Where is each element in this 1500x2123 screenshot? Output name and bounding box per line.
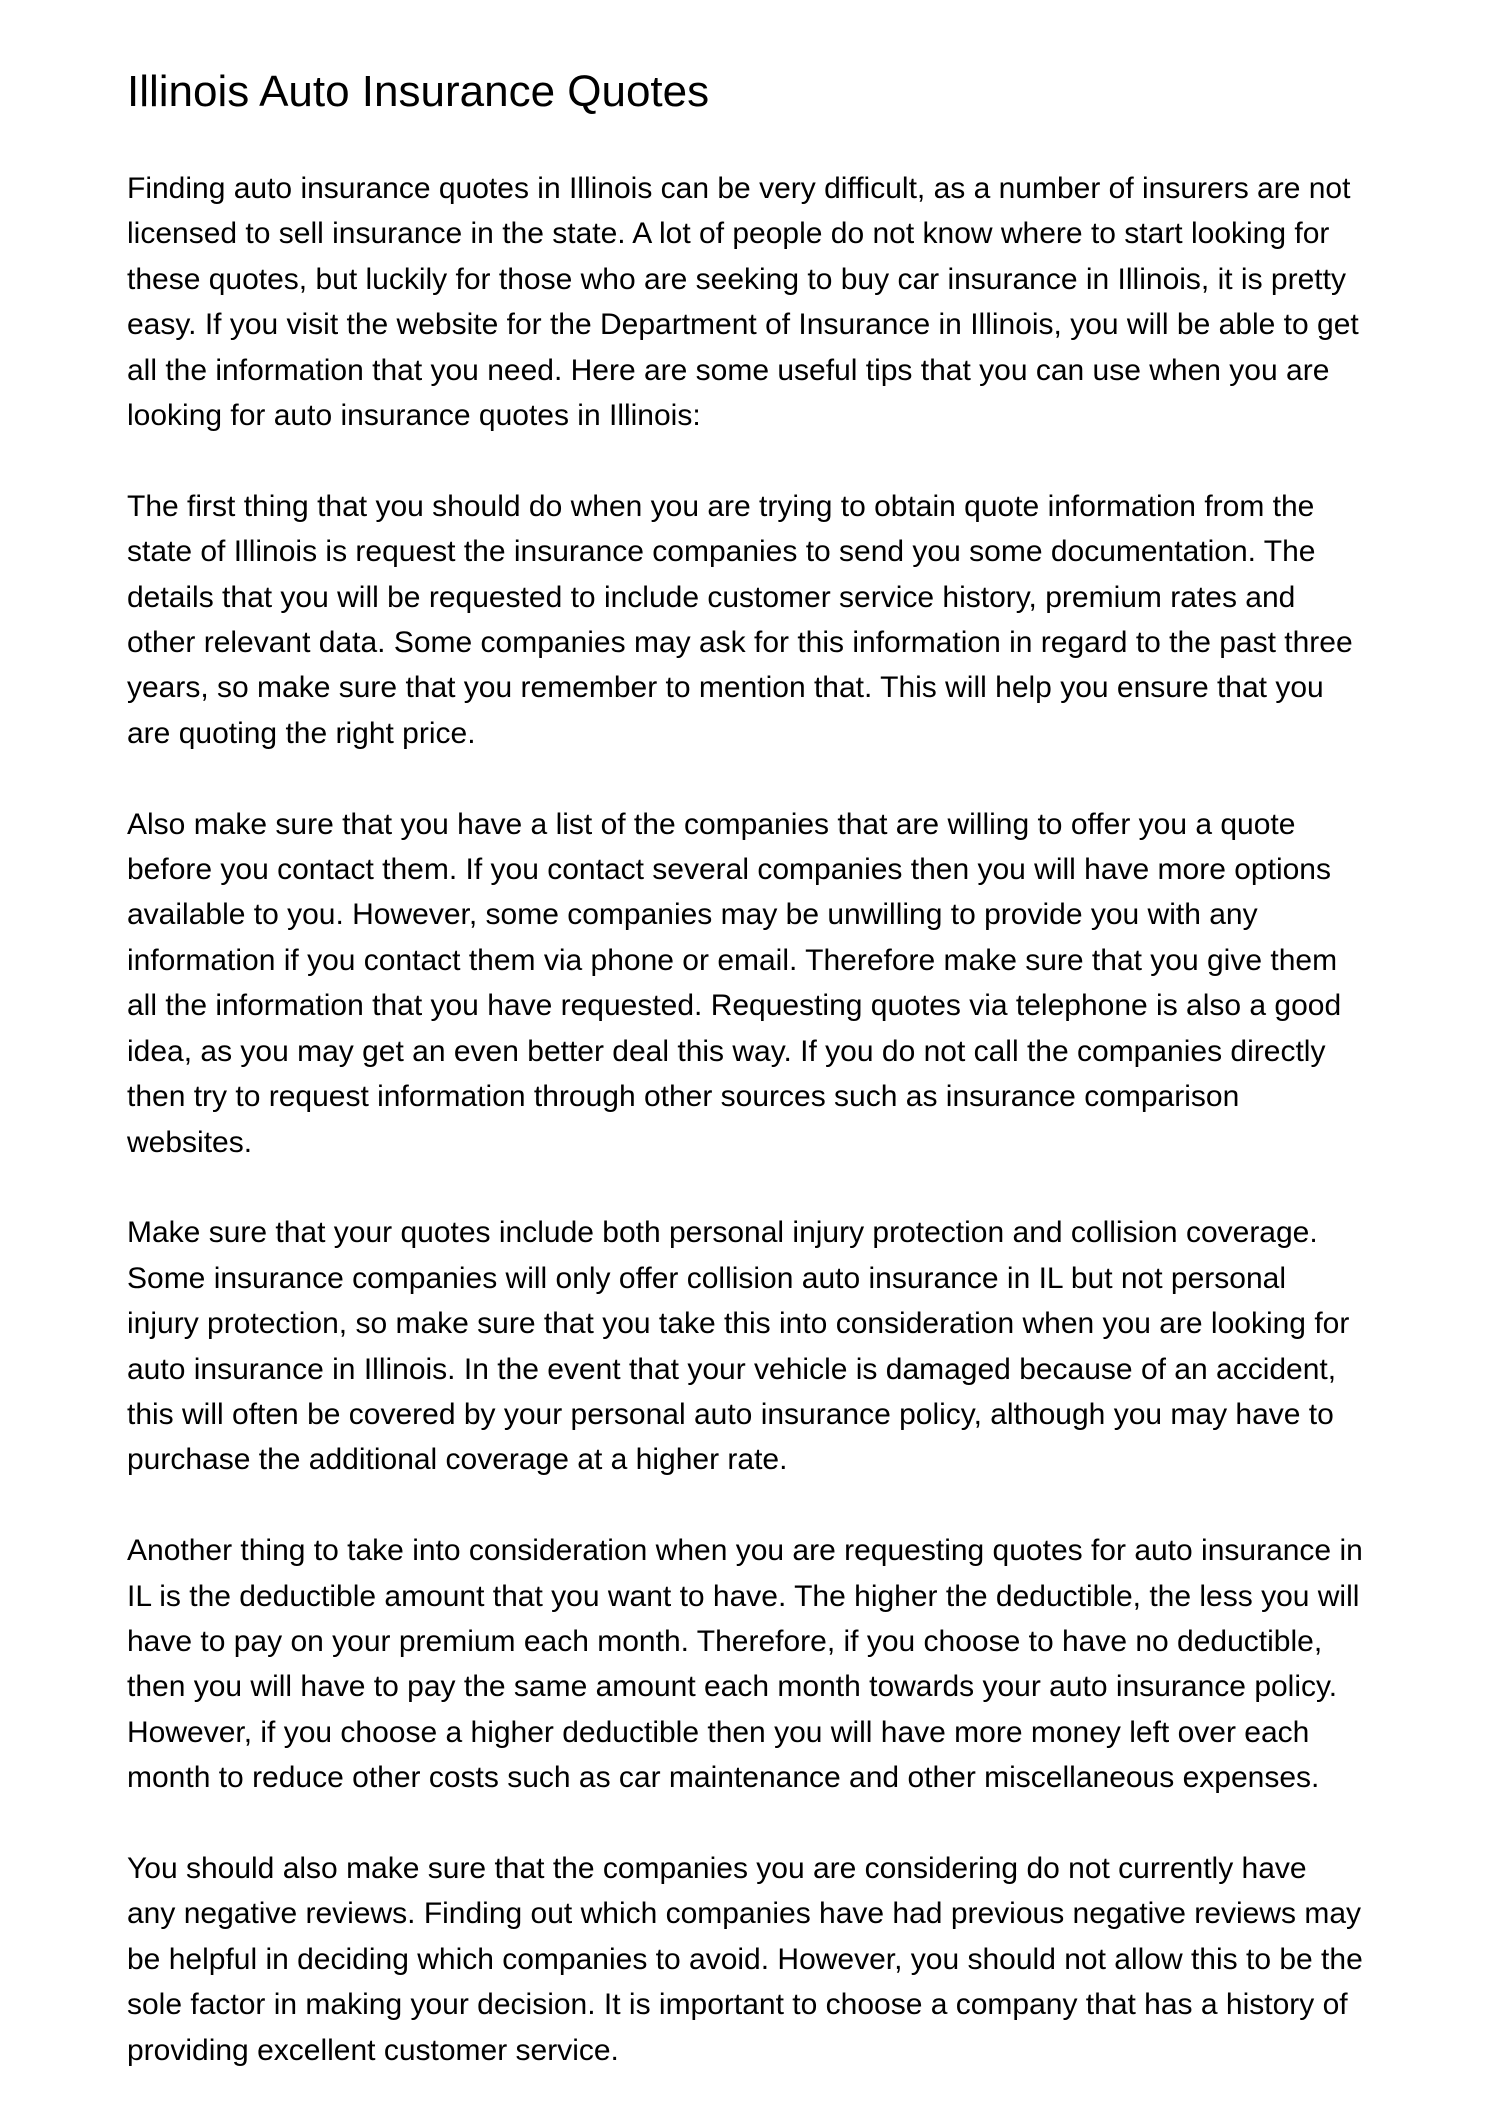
text-line: Another thing to take into consideration when you are requesting quotes for auto insurance in [127,1534,1363,1568]
text-line: available to you. However, some companies may be unwilling to provide you with any [127,898,1258,932]
text-line: Make sure that your quotes include both personal injury protection and collision coverage. [127,1216,1318,1250]
text-line: have to pay on your premium each month. Therefore, if you choose to have no deductible, [127,1624,1323,1658]
text-line: before you contact them. If you contact several companies then you will have more options [127,853,1331,887]
text-line: be helpful in deciding which companies to avoid. However, you should not allow this to be the [127,1942,1363,1976]
paragraph-intro [127,166,1407,438]
text-line: providing excellent customer service. [127,2033,619,2067]
document-body [127,166,1407,2118]
text-line: month to reduce other costs such as car maintenance and other miscellaneous expenses. [127,1761,1320,1795]
text-line: then try to request information through other sources such as insurance comparison [127,1080,1240,1114]
document-title: Illinois Auto Insurance Quotes [127,67,710,116]
text-line: auto insurance in Illinois. In the event that your vehicle is damaged because of an accident, [127,1352,1337,1386]
text-line: then you will have to pay the same amount each month towards your auto insurance policy. [127,1670,1338,1704]
text-line: websites. [127,1125,253,1159]
text-line: injury protection, so make sure that you take this into consideration when you are looking for [127,1307,1350,1341]
text-line: purchase the additional coverage at a higher rate. [127,1443,788,1477]
paragraph-deductible [127,1528,1407,1800]
paragraph-reviews [127,1846,1407,2073]
text-line: all the information that you need. Here are some useful tips that you can use when you are [127,353,1330,387]
text-line: IL is the deductible amount that you want to have. The higher the deductible, the less you will [127,1579,1360,1613]
text-line: any negative reviews. Finding out which companies have had previous negative reviews may [127,1897,1361,1931]
text-line: Finding auto insurance quotes in Illinois can be very difficult, as a number of insurers are not [127,172,1351,205]
text-line: sole factor in making your decision. It is important to choose a company that has a history of [127,1988,1348,2022]
text-line: these quotes, but luckily for those who are seeking to buy car insurance in Illinois, it is pretty [127,262,1346,296]
text-line: state of Illinois is request the insurance companies to send you some documentation. The [127,535,1316,569]
text-line: other relevant data. Some companies may ask for this information in regard to the past three [127,626,1353,660]
text-line: looking for auto insurance quotes in Illinois: [127,399,701,433]
text-line: Some insurance companies will only offer collision auto insurance in IL but not personal [127,1261,1286,1295]
text-line: this will often be covered by your personal auto insurance policy, although you may have to [127,1397,1334,1431]
text-line: However, if you choose a higher deductible then you will have more money left over each [127,1715,1310,1749]
text-line: idea, as you may get an even better deal this way. If you do not call the companies directly [127,1034,1326,1068]
text-line: years, so make sure that you remember to mention that. This will help you ensure that you [127,671,1324,705]
text-line: are quoting the right price. [127,716,476,750]
text-line: information if you contact them via phone or email. Therefore make sure that you give them [127,943,1338,977]
text-line: licensed to sell insurance in the state. A lot of people do not know where to start looking for [127,217,1330,251]
paragraph-coverage [127,1210,1407,1482]
text-line: The first thing that you should do when you are trying to obtain quote information from the [127,489,1315,523]
paragraph-company-list [127,802,1407,1165]
text-line: You should also make sure that the companies you are considering do not currently have [127,1851,1307,1885]
text-line: all the information that you have requested. Requesting quotes via telephone is also a good [127,989,1342,1023]
paragraph-documentation [127,484,1407,756]
text-line: easy. If you visit the website for the Department of Insurance in Illinois, you will be able to get [127,308,1359,342]
text-line: details that you will be requested to include customer service history, premium rates and [127,580,1296,614]
text-line: Also make sure that you have a list of the companies that are willing to offer you a quote [127,807,1296,841]
